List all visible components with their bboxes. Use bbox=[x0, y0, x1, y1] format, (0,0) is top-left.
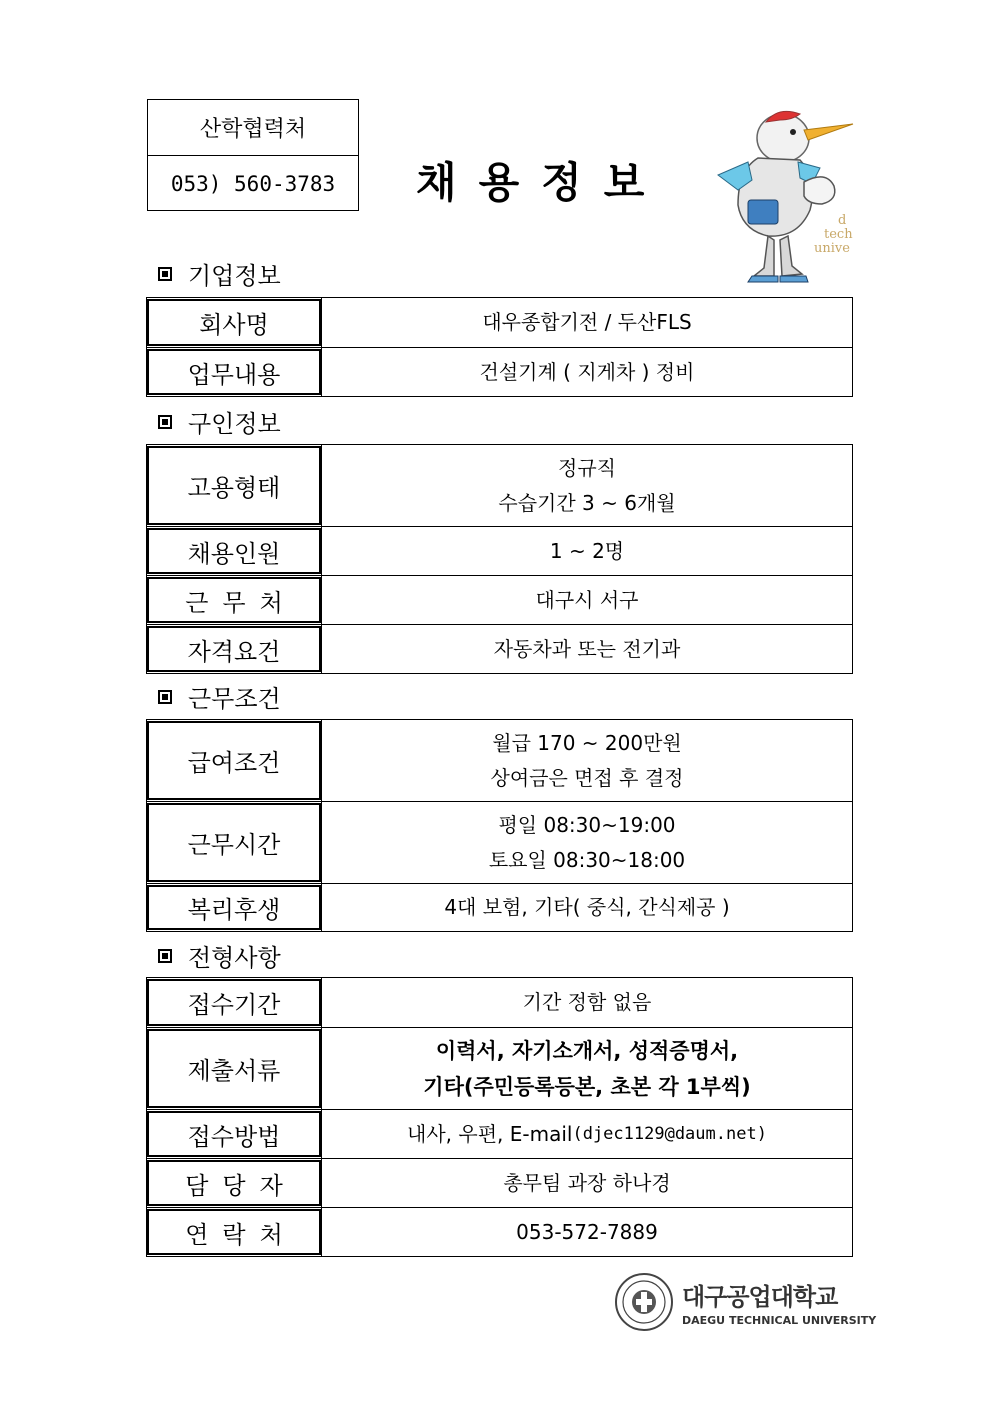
row-label: 근무시간 bbox=[147, 803, 321, 882]
row-value: 대구시 서구 bbox=[321, 576, 852, 624]
square-bullet-icon bbox=[158, 690, 172, 704]
table-row bbox=[147, 1028, 852, 1110]
row-label: 업무내용 bbox=[147, 349, 321, 395]
row-value: 대우종합기전 / 두산FLS bbox=[321, 298, 852, 347]
row-label: 채용인원 bbox=[147, 528, 321, 574]
row-value: 건설기계 ( 지게차 ) 정비 bbox=[321, 348, 852, 396]
mascot-text-3: unive bbox=[814, 241, 850, 256]
row-value: 자동차과 또는 전기과 bbox=[321, 625, 852, 673]
table-row bbox=[147, 1208, 852, 1256]
row-label: 제출서류 bbox=[147, 1029, 321, 1108]
selection-table bbox=[146, 977, 853, 1257]
university-name-en: DAEGU TECHNICAL UNIVERSITY bbox=[682, 1314, 877, 1327]
table-row bbox=[147, 576, 852, 625]
row-value bbox=[321, 1110, 852, 1158]
table-row bbox=[147, 1110, 852, 1159]
row-value: 기간 정함 없음 bbox=[321, 978, 852, 1027]
job-table bbox=[146, 444, 853, 674]
section-heading-company bbox=[158, 256, 281, 291]
table-row bbox=[147, 884, 852, 931]
row-label: 회사명 bbox=[147, 299, 321, 346]
square-bullet-icon bbox=[158, 415, 172, 429]
row-value: 1 ~ 2명 bbox=[321, 527, 852, 575]
table-row bbox=[147, 348, 852, 396]
square-bullet-icon bbox=[158, 949, 172, 963]
contact-box bbox=[147, 99, 359, 211]
section-heading-selection bbox=[158, 938, 281, 973]
row-label: 고용형태 bbox=[147, 446, 321, 525]
table-row bbox=[147, 720, 852, 802]
section-title: 전형사항 bbox=[188, 944, 281, 972]
table-row bbox=[147, 527, 852, 576]
page-title: 채용정보 bbox=[416, 158, 667, 207]
table-row bbox=[147, 802, 852, 884]
mascot-text-1: d bbox=[838, 213, 847, 228]
row-label: 자격요건 bbox=[147, 626, 321, 672]
contact-label: 산학협력처 bbox=[148, 100, 358, 156]
row-label: 급여조건 bbox=[147, 721, 321, 800]
row-label: 연락처 bbox=[147, 1209, 321, 1255]
square-bullet-icon bbox=[158, 267, 172, 281]
section-title: 기업정보 bbox=[188, 262, 281, 290]
section-title: 근무조건 bbox=[188, 685, 281, 713]
method-text: 내사, 우편, E-mail bbox=[407, 1121, 573, 1146]
company-table bbox=[146, 297, 853, 397]
row-value: 월급 170 ~ 200만원 상여금은 면접 후 결정 bbox=[321, 720, 852, 801]
row-label: 담당자 bbox=[147, 1160, 321, 1206]
table-row bbox=[147, 625, 852, 673]
conditions-table bbox=[146, 719, 853, 932]
row-label: 접수방법 bbox=[147, 1111, 321, 1157]
email-link[interactable]: (djec1129@daum.net) bbox=[572, 1123, 767, 1144]
row-value: 053-572-7889 bbox=[321, 1208, 852, 1256]
university-seal-icon bbox=[614, 1272, 674, 1332]
row-label: 접수기간 bbox=[147, 979, 321, 1026]
table-row bbox=[147, 445, 852, 527]
row-value: 4대 보험, 기타( 중식, 간식제공 ) bbox=[321, 884, 852, 931]
section-heading-conditions bbox=[158, 679, 281, 714]
row-label: 복리후생 bbox=[147, 885, 321, 930]
row-value: 평일 08:30~19:00 토요일 08:30~18:00 bbox=[321, 802, 852, 883]
row-value: 정규직 수습기간 3 ~ 6개월 bbox=[321, 445, 852, 526]
university-name-kr: 대구공업대학교 bbox=[682, 1283, 838, 1311]
university-logo bbox=[614, 1272, 876, 1332]
row-label: 근무처 bbox=[147, 577, 321, 623]
table-row bbox=[147, 978, 852, 1028]
mascot-text-2: tech bbox=[824, 227, 853, 242]
row-value: 총무팀 과장 하나경 bbox=[321, 1159, 852, 1207]
table-row bbox=[147, 1159, 852, 1208]
contact-phone: 053) 560-3783 bbox=[170, 171, 336, 196]
section-heading-job bbox=[158, 404, 281, 439]
table-row bbox=[147, 298, 852, 348]
row-value: 이력서, 자기소개서, 성적증명서, 기타(주민등록등본, 초본 각 1부씩) bbox=[321, 1028, 852, 1109]
mascot-illustration bbox=[708, 100, 858, 286]
section-title: 구인정보 bbox=[188, 410, 281, 438]
